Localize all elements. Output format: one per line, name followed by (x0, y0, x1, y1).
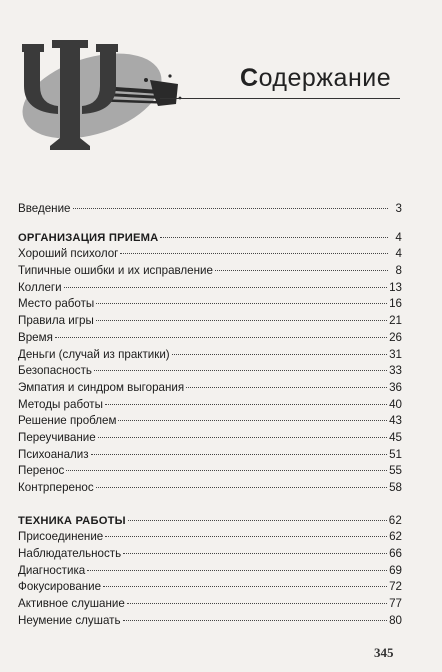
toc-section-heading-label: ОРГАНИЗАЦИЯ ПРИЕМА (18, 231, 159, 244)
dot-leader (123, 620, 388, 621)
dot-leader (123, 553, 387, 554)
toc-entry (18, 347, 402, 364)
toc-entry-page: 69 (389, 563, 402, 577)
toc-entry (18, 263, 402, 280)
dot-leader (87, 570, 387, 571)
toc-entry (18, 613, 402, 630)
dot-leader (186, 387, 387, 388)
dot-leader (105, 404, 387, 405)
toc-entry (18, 380, 402, 397)
toc-entry (18, 563, 402, 580)
dot-leader (128, 520, 387, 521)
toc-entry-label: Эмпатия и синдром выгорания (18, 380, 185, 394)
toc-entry-label: Активное слушание (18, 597, 125, 611)
toc-entry-intro-page: 3 (395, 202, 402, 215)
toc-entry (18, 296, 402, 313)
toc-section-heading-page: 4 (395, 230, 402, 244)
toc-entry-label: Контрперенос (18, 481, 94, 494)
psi-letter-icon (0, 0, 190, 170)
toc-entry (18, 546, 402, 563)
toc-entry (18, 280, 402, 297)
toc-entry-page: 55 (389, 464, 402, 478)
section-spacer (18, 218, 402, 230)
dot-leader (64, 287, 387, 288)
toc-entry (18, 313, 402, 330)
dot-leader (120, 253, 388, 254)
toc-entry-page: 21 (389, 314, 402, 328)
dot-leader (91, 454, 388, 455)
title-rule (160, 98, 400, 99)
page-number: 345 (374, 645, 394, 660)
toc-entry-label: Решение проблем (18, 414, 117, 428)
toc-entry (18, 330, 402, 347)
toc-entry-page: 40 (389, 397, 402, 411)
toc-entry-page: 62 (389, 530, 402, 544)
table-of-contents (18, 201, 402, 630)
dot-leader (66, 470, 387, 471)
header (0, 0, 442, 170)
toc-entry-page: 26 (389, 330, 402, 344)
dot-leader (172, 354, 387, 355)
toc-section-heading-page: 62 (388, 513, 402, 527)
toc-entry-page: 80 (389, 613, 402, 627)
toc-entry-page: 66 (389, 547, 402, 561)
section-spacer (18, 497, 402, 513)
toc-entry (18, 246, 402, 263)
dot-leader (105, 536, 387, 537)
dot-leader (55, 337, 387, 338)
toc-entry (18, 413, 402, 430)
title-rest: одержание (258, 64, 392, 92)
toc-entry-label: Место работы (18, 297, 95, 311)
toc-entry-label: Методы работы (18, 397, 103, 411)
dot-leader (127, 603, 387, 604)
toc-entry-label: Правила игры (18, 314, 94, 328)
dot-leader (96, 487, 387, 488)
toc-section-heading (18, 230, 402, 247)
toc-entry-page: 72 (389, 580, 402, 594)
dot-leader (98, 437, 387, 438)
toc-entry-page: 51 (389, 447, 402, 461)
toc-entry-label: Фокусирование (18, 580, 102, 594)
toc-entry-page: 33 (389, 364, 402, 378)
toc-entry-page: 36 (389, 380, 402, 394)
toc-entry (18, 447, 402, 464)
toc-entry-label: Деньги (случай из практики) (18, 347, 170, 361)
toc-entry-page: 31 (389, 347, 402, 361)
dot-leader (96, 320, 387, 321)
dot-leader (94, 370, 387, 371)
toc-entry-label: Диагностика (18, 563, 86, 577)
toc-entry-label: Типичные ошибки и их исправление (18, 264, 213, 278)
dot-leader (73, 208, 389, 209)
toc-entry-page: 4 (395, 247, 402, 261)
toc-entry-label: Хороший психолог (18, 247, 119, 261)
dot-leader (160, 237, 388, 238)
title-initial: С (240, 64, 259, 92)
toc-entry-label: Время (18, 330, 53, 344)
page-title (240, 64, 391, 93)
toc-entry (18, 397, 402, 414)
toc-entry-intro (18, 201, 402, 218)
toc-entry (18, 363, 402, 380)
toc-entry-label: Коллеги (18, 280, 62, 294)
toc-entry-label: Наблюдательность (18, 547, 122, 561)
toc-entry-label: Переучивание (18, 430, 96, 444)
dot-leader (103, 586, 387, 587)
toc-section-heading-label: ТЕХНИКА РАБОТЫ (18, 514, 126, 527)
toc-entry-page: 8 (395, 264, 402, 278)
toc-entry-page: 16 (389, 297, 402, 311)
dot-leader (215, 270, 388, 271)
dot-leader (96, 303, 387, 304)
toc-entry-page: 45 (389, 430, 402, 444)
toc-entry-label: Психоанализ (18, 447, 89, 461)
toc-entry-label: Неумение слушать (18, 613, 121, 627)
toc-entry-page: 13 (389, 280, 402, 294)
toc-entry-intro-label: Введение (18, 202, 71, 215)
toc-entry (18, 579, 402, 596)
toc-entry-page: 77 (389, 597, 402, 611)
toc-entry (18, 463, 402, 480)
toc-entry-label: Перенос (18, 464, 65, 478)
dot-leader (118, 420, 387, 421)
toc-entry (18, 480, 402, 497)
toc-entry (18, 529, 402, 546)
toc-entry (18, 430, 402, 447)
toc-entry-page: 43 (389, 414, 402, 428)
toc-entry-label: Присоединение (18, 530, 104, 544)
toc-entry (18, 596, 402, 613)
toc-section-heading (18, 513, 402, 530)
toc-entry-page: 58 (389, 481, 402, 494)
toc-entry-label: Безопасность (18, 364, 92, 378)
